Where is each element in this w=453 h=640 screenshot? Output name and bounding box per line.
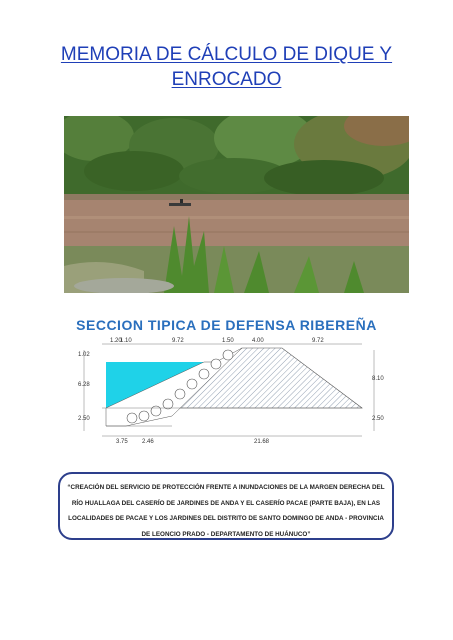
dim-top-4: 1.50 — [222, 338, 234, 344]
dim-top-1: 1.20 — [110, 338, 122, 344]
dike-cross-section-diagram — [72, 336, 392, 451]
section-title: SECCION TIPICA DE DEFENSA RIBEREÑA — [76, 317, 377, 333]
project-caption: “CREACIÓN DEL SERVICIO DE PROTECCIÓN FRENTE A INUNDACIONES DE LA MARGEN DERECHA DEL RÍO HUALLAGA DEL CASERÍO DE JARDINES DE ANDA Y EL CASERÍO PACAE (PARTE BAJA), EN LAS LOCALIDADES DE PACAE Y LOS JARDINES DEL DISTRITO DE SANTO DOMINGO DE ANDA - PROVINCIA DE LEONCIO PRADO - DEPARTAMENTO DE HUÁNUCO” — [67, 484, 385, 538]
dim-left-2: 6.28 — [78, 382, 90, 388]
dim-left-3: 2.50 — [78, 416, 90, 422]
dim-bottom-2: 2.46 — [142, 439, 154, 445]
dim-top-2: 1.10 — [120, 338, 132, 344]
dim-top-6: 9.72 — [312, 338, 324, 344]
dim-bottom-1: 3.75 — [116, 439, 128, 445]
dim-left-1: 1.02 — [78, 352, 90, 358]
dim-right-1: 8.10 — [372, 376, 384, 382]
dim-top-3: 9.72 — [172, 338, 184, 344]
dim-right-2: 2.50 — [372, 416, 384, 422]
dim-bottom-3: 21.68 — [254, 439, 270, 445]
river-photo — [64, 116, 409, 293]
dim-top-5: 4.00 — [252, 338, 264, 344]
document-title: MEMORIA DE CÁLCULO DE DIQUE Y ENROCADO — [60, 44, 393, 90]
project-caption-box — [58, 472, 394, 540]
